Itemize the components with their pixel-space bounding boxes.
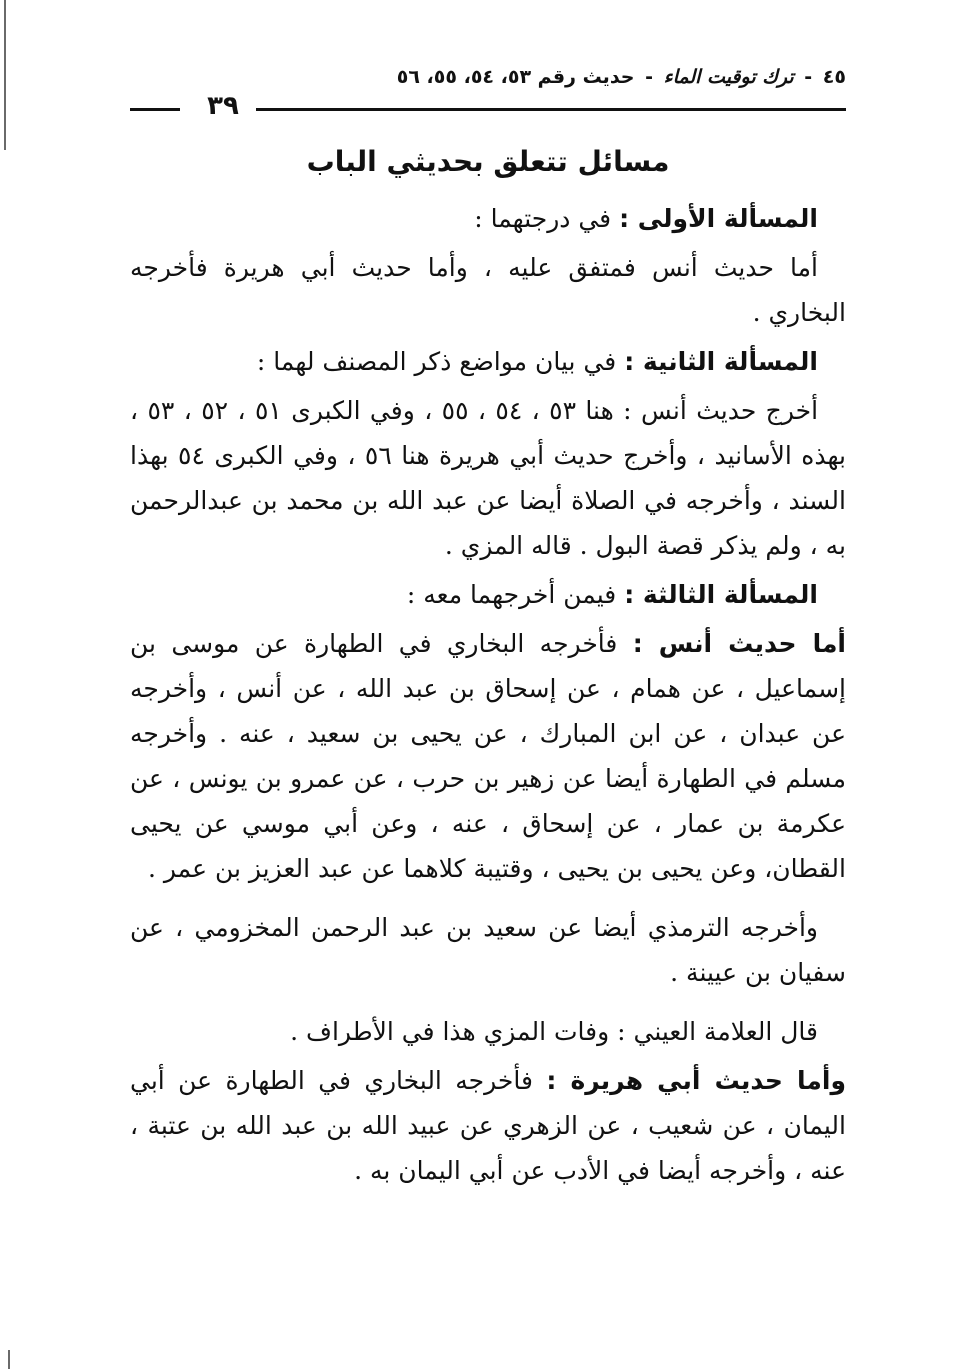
issue-3-heading-line [130,572,846,617]
anas-paragraph [130,621,846,891]
abu-hurayra-lead: وأما حديث أبي هريرة : [546,1066,846,1095]
issue-2-body: أخرج حديث أنس : هنا ٥٣ ، ٥٤ ، ٥٥ ، وفي الكبرى ٥١ ، ٥٢ ، ٥٣ ، بهذه الأسانيد ، وأخرج حديث أبي هريرة هنا ٥٦ ، وفي الكبرى ٥٤ بهذا السند ، وأخرجه في الصلاة أيضا عن عبد الله بن محمد بن عبدالرحمن به ، ولم يذكر قصة البول . قاله المزي . [130,396,847,560]
rule-right [256,108,846,111]
scan-edge-left [4,0,6,150]
book-page [130,60,846,1320]
issue-3-subject: فيمن أخرجهما معه : [406,580,617,609]
issue-2-subject: في بيان مواضع ذكر المصنف لهما : [256,347,617,376]
anas-body: فأخرجه البخاري في الطهارة عن موسى بن إسماعيل ، عن همام ، عن إسحاق بن عبد الله ، عن أنس ، وأخرجه عن عبدان ، عن ابن المبارك ، عن يحيى بن سعيد ، عنه . وأخرجه مسلم في الطهارة أيضا عن زهير بن حرب ، عن عمرو بن يونس ، عن عكرمة بن عمار ، عن إسحاق ، عنه ، وعن أبي موسي عن يحيى القطان، وعن يحيى بن يحيى ، وقتيبة كلاهما عن عبد العزيز بن عمر . [130,629,846,883]
hadith-label: حديث رقم ٥٣، ٥٤، ٥٥، ٥٦ [396,66,635,88]
issue-3-heading: المسألة الثالثة : [624,580,818,609]
rule-left [130,108,180,111]
book-number: ٤٥ [822,66,846,88]
scan-edge-bottom [8,1350,10,1369]
page-number: ٣٩ [207,91,239,121]
issue-1-body: أما حديث أنس فمتفق عليه ، وأما حديث أبي هريرة فأخرجه البخاري . [130,253,846,327]
aini-paragraph: قال العلامة العيني : وفات المزي هذا في الأطراف . [290,1017,818,1046]
issue-2-heading-line [130,339,846,384]
book-title: ترك توقيت الماء [663,66,794,88]
tirmidhi-paragraph: وأخرجه الترمذي أيضا عن سعيد بن عبد الرحمن المخزومي ، عن سفيان بن عيينة . [130,913,846,987]
issue-1-subject: في درجتهما : [474,204,612,233]
issue-2-heading: المسألة الثانية : [624,347,818,376]
issue-1-heading-line [130,196,846,241]
page-number-rule [130,91,846,126]
abu-hurayra-body: فأخرجه البخاري في الطهارة عن أبي اليمان ، عن شعيب ، عن الزهري عن عبيد الله بن عبد الله بن عتبة ، عنه ، وأخرجه أيضا في الأدب عن أبي اليمان به . [130,1066,846,1185]
chapter-title: مسائل تتعلق بحديثي الباب [306,145,670,178]
running-head: ٤٥ - ترك توقيت الماء - حديث رقم ٥٣، ٥٤، ٥٥، ٥٦ [396,66,846,88]
anas-lead: أما حديث أنس : [632,629,847,658]
issue-1-heading: المسألة الأولى : [619,204,818,233]
abu-hurayra-paragraph [130,1058,846,1193]
